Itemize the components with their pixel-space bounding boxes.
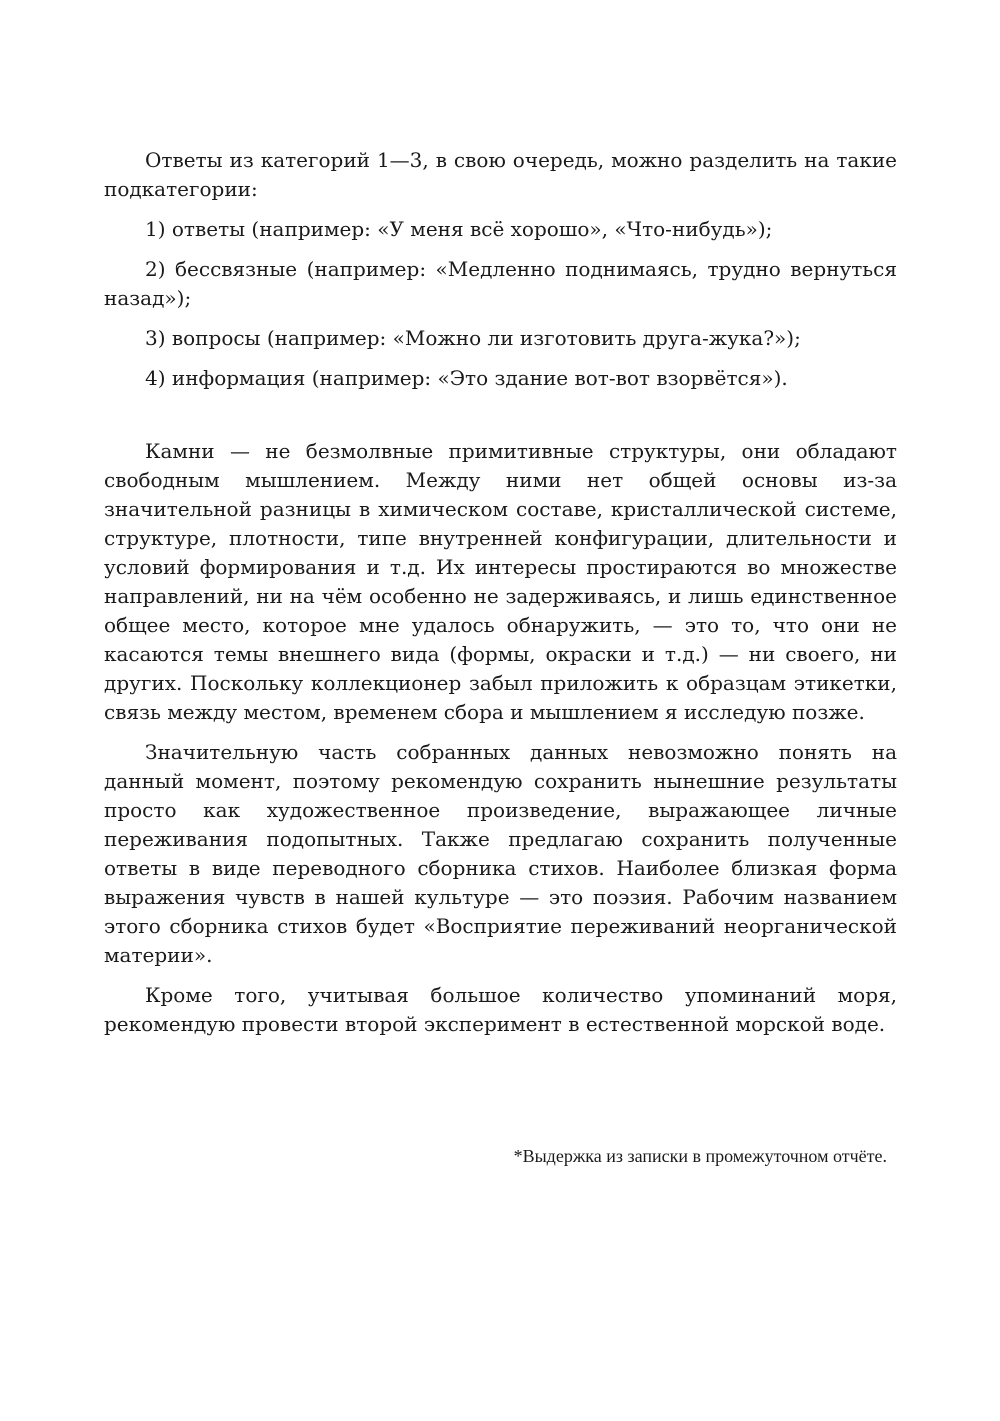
subcategory-item-answers: 1) ответы (например: «У меня всё хорошо», «Что-нибудь»); xyxy=(145,217,773,241)
subcategory-item-incoherent: 2) бессвязные (например: «Медленно поднимаясь, трудно вернуться назад»); xyxy=(104,257,897,310)
footnote: *Выдержка из записки в промежуточном отчёте. xyxy=(513,1146,887,1166)
report-paragraph-recommendation: Значительную часть собранных данных невозможно понять на данный момент, поэтому рекомендую сохранить нынешние результаты просто как художественное произведение, выражающее личные переживания подопытных. Также предлагаю сохранить полученные ответы в виде переводного сборника стихов. Наиболее близкая форма выражения чувств в нашей культуре — это поэзия. Рабочим названием этого сборника стихов будет «Восприятие переживаний неорганической материи». xyxy=(104,740,897,967)
subcategory-item-information: 4) информация (например: «Это здание вот-вот взорвётся»). xyxy=(145,366,788,390)
subcategory-item-questions: 3) вопросы (например: «Можно ли изготовить друга-жука?»); xyxy=(145,326,801,350)
subcategories-section xyxy=(104,146,897,393)
report-paragraph-sea-experiment: Кроме того, учитывая большое количество упоминаний моря, рекомендую провести второй эксперимент в естественной морской воде. xyxy=(104,983,897,1036)
report-section xyxy=(104,437,897,1039)
intro-paragraph: Ответы из категорий 1—3, в свою очередь, можно разделить на такие подкатегории: xyxy=(104,148,897,201)
report-paragraph-stones: Камни — не безмолвные примитивные структуры, они обладают свободным мышлением. Между ними нет общей основы из-за значительной разницы в химическом составе, кристаллической системе, структуре, плотности, типе внутренней конфигурации, длительности и условий формирования и т.д. Их интересы простираются во множестве направлений, ни на чём особенно не задерживаясь, и лишь единственное общее место, которое мне удалось обнаружить, — это то, что они не касаются темы внешнего вида (формы, окраски и т.д.) — ни своего, ни других. Поскольку коллекционер забыл приложить к образцам этикетки, связь между местом, временем сбора и мышлением я исследую позже. xyxy=(104,439,897,724)
